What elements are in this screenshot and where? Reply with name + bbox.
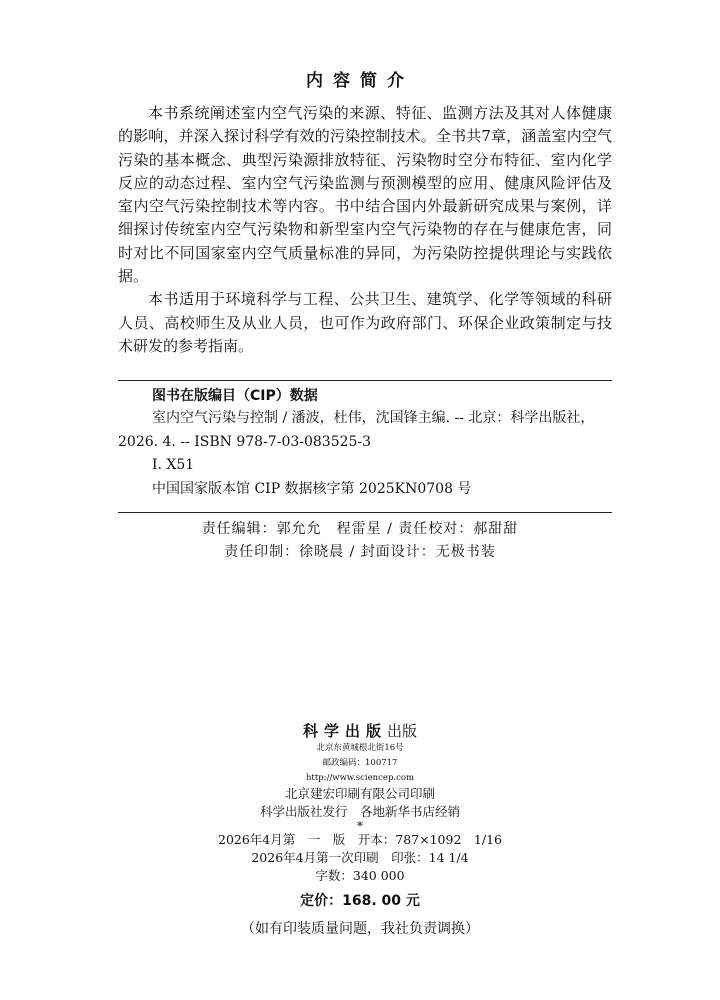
cip-record-number: 中国国家版本馆 CIP 数据核字第 2025KN0708 号 (152, 480, 472, 497)
cip-record: 室内空气污染与控制 / 潘波，杜伟，沈国锋主编. -- 北京：科学出版社，2026. 4. -- ISBN 978-7-03-083525-3 (118, 410, 595, 450)
printing-line: 2026年4月第一次印刷 印张：14 1/4 (251, 850, 469, 865)
editorial-credits (0, 518, 720, 564)
publisher-postcode: 邮政编码：100717 (322, 758, 398, 768)
word-count: 字数：340 000 (315, 868, 405, 883)
price: 定价：168. 00 元 (300, 893, 420, 909)
publisher-address-block (0, 741, 720, 786)
credits-line: 责任编辑：郭允允 程雷星 / 责任校对：郝甜甜 (201, 521, 519, 537)
distribution-line: 科学出版社发行 各地新华书店经销 (259, 804, 460, 819)
page-title: 内容简介 (306, 71, 414, 91)
intro-paragraph: 本书适用于环境科学与工程、公共卫生、建筑学、化学等领域的科研人员、高校师生及从业人员，也可作为政府部门、环保企业政策制定与技术研发的参考指南。 (118, 290, 612, 355)
cip-classification: Ⅰ. X51 (152, 457, 195, 473)
cip-top-rule (118, 380, 612, 381)
print-info (0, 785, 720, 885)
quality-notice: （如有印装质量问题，我社负责调换） (241, 921, 479, 937)
credits-line: 责任印制：徐晓晨 / 封面设计：无极书装 (224, 544, 496, 560)
introduction (118, 102, 612, 358)
edition-line: 2026年4月第 一 版 开本：787×1092 1/16 (218, 832, 502, 847)
printer-line: 北京建宏印刷有限公司印刷 (284, 786, 435, 801)
intro-paragraph: 本书系统阐述室内空气污染的来源、特征、监测方法及其对人体健康的影响，并深入探讨科学有效的污染控制技术。全书共7章，涵盖室内空气污染的基本概念、典型污染源排放特征、污染物时空分布特征、室内化学反应的动态过程、室内空气污染监测与预测模型的应用、健康风险评估及室内空气污染控制技术等内容。书中结合国内外最新研究成果与案例，详细探讨传统室内空气污染物和新型室内空气污染物的存在与健康危害，同时对比不同国家室内空气质量标准的异同，为污染防控提供理论与实践依据。 (118, 104, 612, 286)
publisher-website: http://www.sciencep.com (305, 773, 415, 783)
publisher-address: 北京东黄城根北街16号 (316, 743, 404, 753)
publisher-name (0, 720, 720, 741)
cip-title: 图书在版编目（CIP）数据 (152, 388, 318, 404)
cip-bottom-rule (118, 512, 612, 513)
price-line (0, 890, 720, 910)
separator-mark: * (356, 818, 364, 833)
publisher-logo: 科学出版 (302, 722, 387, 740)
cip-block (118, 407, 612, 501)
publisher-suffix: 出版 (387, 722, 418, 740)
